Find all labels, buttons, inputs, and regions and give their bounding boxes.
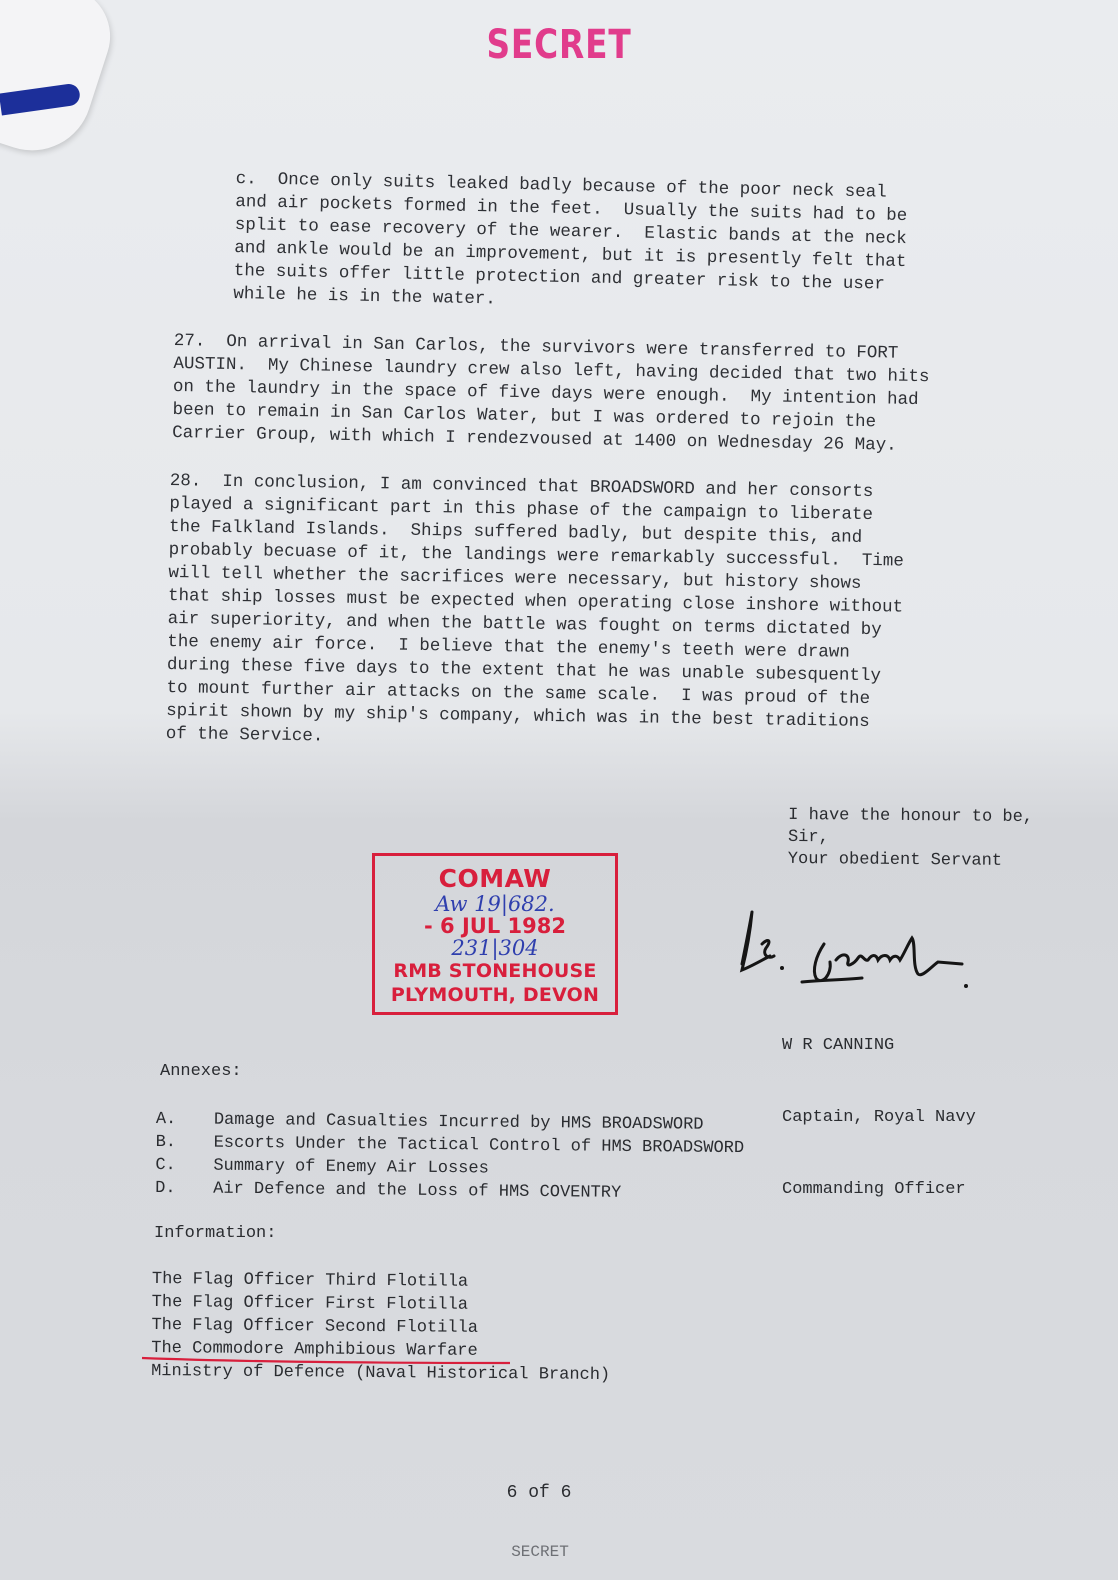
distribution-item: Ministry of Defence (Naval Historical Branch) bbox=[151, 1361, 611, 1386]
annex-item bbox=[155, 1177, 744, 1206]
classification-marking-bottom: SECRET bbox=[511, 1543, 569, 1561]
distribution-item: The Flag Officer First Flotilla bbox=[151, 1292, 469, 1315]
paragraph-c: c. Once only suits leaked badly because of the poor neck seal and air pockets formed in the feet. Usually the suits had to be split to ease recovery of the wearer. Elastic bands at the neck and ankle would be an improvement, but it is presently felt that the suits offer little protection and greater risk to the user while he is in the water. bbox=[233, 168, 908, 310]
stamp-location-1: RMB STONEHOUSE bbox=[393, 960, 597, 982]
paragraph-28: 28. In conclusion, I am convinced that BROADSWORD and her consorts played a significant part in this phase of the campaign to liberate the Falkland Islands. Ships suffered badly, but despite this, and probably becuase of it, the landings were remarkably successful. Time will tell whether the sacrifices were necessary, but history shows that ship losses must be expected when operating close inshore without air superiority, and when the battle was fought on terms dictated by the enemy air force. I believe that the enemy's teeth were drawn during these five days to the extent that he was unable subesquently to mount further air attacks on the same scale. I was proud of the spirit shown by my ship's company, which was in the best traditions of the Service. bbox=[165, 470, 904, 747]
annex-letter: D. bbox=[155, 1178, 176, 1199]
distribution-item: The Flag Officer Third Flotilla bbox=[151, 1269, 469, 1292]
annex-title: Damage and Casualties Incurred by HMS BROADSWORD bbox=[213, 1110, 704, 1135]
closing-salutation: I have the honour to be, Sir, Your obedient Servant bbox=[787, 805, 1034, 871]
information-heading: Information: bbox=[154, 1224, 277, 1243]
signatory-rank: Captain, Royal Navy bbox=[782, 1108, 976, 1127]
annex-letter: B. bbox=[155, 1132, 177, 1153]
signatory-block bbox=[782, 986, 976, 1250]
red-underline bbox=[140, 1355, 512, 1365]
page-number: 6 of 6 bbox=[506, 1483, 572, 1503]
stamp-date: - 6 JUL 1982 bbox=[424, 914, 566, 938]
signatory-role: Commanding Officer bbox=[782, 1180, 966, 1199]
stamp-reference-2: 231|304 bbox=[451, 936, 539, 960]
received-stamp bbox=[372, 853, 618, 1015]
stamp-location-2: PLYMOUTH, DEVON bbox=[390, 984, 600, 1006]
stamp-reference: Aw 19|682. bbox=[435, 892, 555, 916]
annex-title: Air Defence and the Loss of HMS COVENTRY bbox=[213, 1179, 622, 1203]
distribution-item: The Flag Officer Second Flotilla bbox=[151, 1315, 479, 1338]
signatory-name: W R CANNING bbox=[782, 1036, 895, 1055]
annex-title: Summary of Enemy Air Losses bbox=[213, 1156, 489, 1179]
information-list bbox=[151, 1268, 611, 1387]
annex-list bbox=[155, 1108, 744, 1206]
annex-letter: C. bbox=[155, 1155, 176, 1176]
paragraph-27: 27. On arrival in San Carlos, the survivors were transferred to FORT AUSTIN. My Chinese laundry crew also left, having decided that two hits on the laundry in the space of five days were enough. My intention had been to remain in San Carlos Water, but I was ordered to rejoin the Carrier Group, with which I rendezvoused at 1400 on Wednesday 26 May. bbox=[172, 330, 930, 456]
handwritten-signature bbox=[732, 904, 982, 994]
annex-title: Escorts Under the Tactical Control of HMS BROADSWORD bbox=[213, 1133, 745, 1159]
annexes-heading: Annexes: bbox=[160, 1062, 242, 1081]
distribution-item: The Commodore Amphibious Warfare bbox=[151, 1338, 478, 1361]
annex-letter: A. bbox=[155, 1109, 177, 1130]
stamp-org: COMAW bbox=[438, 864, 552, 893]
classification-marking-top: SECRET bbox=[486, 22, 632, 68]
